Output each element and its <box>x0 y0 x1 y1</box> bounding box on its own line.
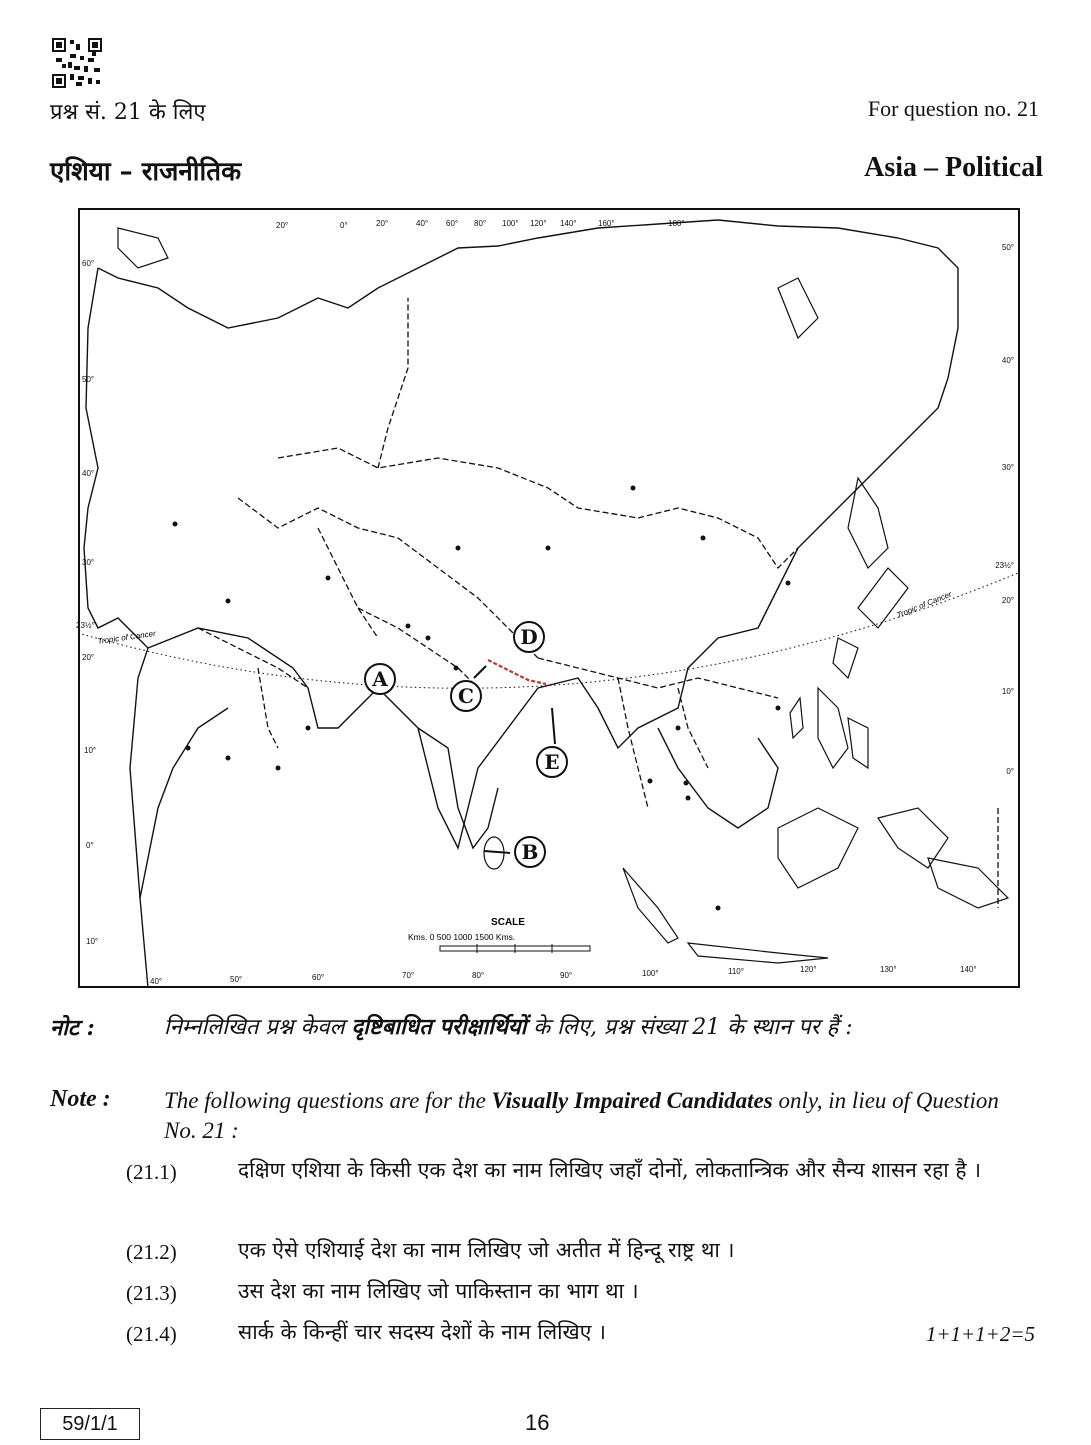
question-number: (21.2) <box>126 1240 177 1264</box>
svg-text:20°: 20° <box>376 219 389 228</box>
svg-text:40°: 40° <box>82 469 95 478</box>
svg-text:10°: 10° <box>84 746 97 755</box>
svg-text:10°: 10° <box>86 937 99 946</box>
paper-code: 59/1/1 <box>40 1408 140 1440</box>
svg-text:140°: 140° <box>560 219 577 228</box>
question-number: (21.4) <box>126 1322 177 1346</box>
marks-distribution: 1+1+1+2=5 <box>925 1322 1035 1346</box>
svg-text:SCALE: SCALE <box>491 917 525 928</box>
svg-text:10°: 10° <box>1001 687 1014 696</box>
svg-text:140°: 140° <box>960 965 977 974</box>
svg-text:160°: 160° <box>598 219 615 228</box>
svg-text:70°: 70° <box>402 971 415 980</box>
map-frame <box>79 209 1019 987</box>
svg-text:40°: 40° <box>150 977 163 986</box>
note-emphasis-hindi: दृष्टिबाधित परीक्षार्थियों <box>351 1014 527 1040</box>
marker-c <box>451 681 481 711</box>
page-number: 16 <box>525 1410 550 1435</box>
question-number: (21.1) <box>126 1160 177 1184</box>
qr-code <box>52 38 102 88</box>
marker-e <box>537 747 567 777</box>
header-question-ref-english: For question no. 21 <box>867 96 1039 121</box>
svg-text:E: E <box>544 750 560 774</box>
svg-text:120°: 120° <box>800 965 817 974</box>
svg-text:50°: 50° <box>230 975 243 984</box>
map-title-hindi: एशिया – राजनीतिक <box>50 157 242 187</box>
question-number: (21.3) <box>126 1281 177 1305</box>
marker-a <box>365 664 395 694</box>
svg-text:100°: 100° <box>502 219 519 228</box>
svg-text:80°: 80° <box>474 219 487 228</box>
svg-text:40°: 40° <box>1001 356 1014 365</box>
svg-text:20°: 20° <box>276 221 289 230</box>
note-label-english: Note : <box>50 1086 111 1112</box>
svg-text:30°: 30° <box>82 558 95 567</box>
svg-text:A: A <box>372 667 388 691</box>
svg-text:110°: 110° <box>728 967 744 976</box>
note-text-hindi: निम्नलिखित प्रश्न केवल दृष्टिबाधित परीक्षार्थियों के लिए, प्रश्न संख्या 21 के स्थान पर हैं : <box>164 1014 853 1040</box>
svg-text:0°: 0° <box>86 841 94 850</box>
question-text: एक ऐसे एशियाई देश का नाम लिखिए जो अतीत में हिन्दू राष्ट्र था । <box>238 1238 735 1262</box>
svg-text:80°: 80° <box>472 971 485 980</box>
svg-text:Kms. 0 500 1000 1500: Kms. 0 500 1000 1500 Kms. <box>408 932 516 942</box>
svg-text:180°: 180° <box>668 219 685 228</box>
note-label-hindi: नोट : <box>50 1015 95 1041</box>
svg-text:50°: 50° <box>82 375 95 384</box>
svg-text:120°: 120° <box>530 219 547 228</box>
asia-political-map <box>78 208 1020 988</box>
question-text: दक्षिण एशिया के किसी एक देश का नाम लिखिए जहाँ दोनों, लोकतान्त्रिक और सैन्य शासन रहा है । <box>238 1158 982 1182</box>
tropic-label-right: Tropic of Cancer <box>895 589 954 620</box>
svg-text:50°: 50° <box>1001 243 1014 252</box>
svg-text:60°: 60° <box>446 219 459 228</box>
svg-text:40°: 40° <box>416 219 429 228</box>
svg-text:23½°: 23½° <box>995 561 1014 570</box>
svg-text:30°: 30° <box>1001 463 1014 472</box>
question-text: उस देश का नाम लिखिए जो पाकिस्तान का भाग था । <box>238 1279 639 1303</box>
svg-text:20°: 20° <box>1001 596 1014 605</box>
map-title-english: Asia – Political <box>864 152 1043 183</box>
question-text: सार्क के किन्हीं चार सदस्य देशों के नाम लिखिए । <box>238 1320 606 1344</box>
svg-text:90°: 90° <box>560 971 573 980</box>
svg-text:20°: 20° <box>82 653 95 662</box>
header-question-ref-hindi: प्रश्न सं. 21 के लिए <box>50 100 206 125</box>
svg-text:0°: 0° <box>340 221 348 230</box>
tropic-label-left: Tropic of Cancer <box>97 628 157 646</box>
svg-text:60°: 60° <box>82 259 95 268</box>
marker-d <box>514 622 544 652</box>
svg-text:100°: 100° <box>642 969 659 978</box>
svg-text:0°: 0° <box>1006 767 1014 776</box>
svg-text:D: D <box>520 625 538 649</box>
svg-text:23½°: 23½° <box>76 621 95 630</box>
note-text-english: The following questions are for the Visually Impaired Candidates only, in lieu of Question No. 21 : <box>164 1088 999 1143</box>
svg-text:130°: 130° <box>880 965 897 974</box>
note-emphasis-english: Visually Impaired Candidates <box>491 1088 773 1113</box>
marker-b <box>515 837 545 867</box>
svg-text:60°: 60° <box>312 973 325 982</box>
svg-text:B: B <box>521 840 539 864</box>
svg-text:C: C <box>458 684 474 708</box>
